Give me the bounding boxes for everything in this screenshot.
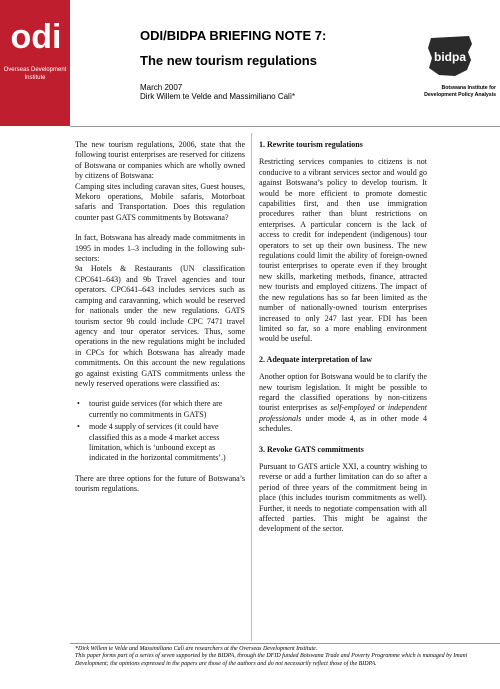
bidpa-logo [425,34,475,78]
intro-paragraph [75,140,245,223]
interpretation-paragraph [259,372,427,434]
footnote [75,646,495,668]
odi-brand-block [0,0,70,126]
footnote-authors: *Dirk Willem te Velde and Massimiliano Calì are researchers at the Overseas Development Institute. [75,646,318,652]
footnote-divider [70,643,500,644]
bidpa-logo-text: bidpa [434,50,466,64]
odi-caption-line2: Institute [24,75,46,81]
left-column [75,140,245,505]
odi-caption-line1: Overseas Development [3,67,67,73]
bullet-icon: • [77,422,80,432]
options-paragraph: There are three options for the future of Botswana’s tourism regulations. [75,473,245,494]
list-item [75,399,245,420]
section-heading-rewrite: 1. Rewrite tourism regulations [259,140,363,149]
publication-date: March 2007 [140,83,183,92]
page-title: ODI/BIDPA BRIEFING NOTE 7: [140,28,327,43]
odi-logo [8,10,64,60]
interpretation-text-b: or [374,403,388,413]
bidpa-caption-line1: Botswana Institute for [441,85,496,91]
page-subtitle: The new tourism regulations [140,53,317,68]
list-item-text: mode 4 supply of services (it could have classified this as a mode 4 market access limitation, which is ‘unbound except as indicated in the horizontal commitments’.) [89,422,226,463]
revoke-paragraph: Pursuant to GATS article XXI, a country wishing to reverse or add a further limitation can do so after a period of three years of the commitment being in place (this includes tourism commitments as well). Further, it needs to negotiate compensation with all affected parties. This might be against the development of the sector. [259,461,427,534]
commitments-text: In fact, Botswana has already made commitments in 1995 in modes 1–3 including in the following sub-sectors: [75,233,245,264]
intro-text: The new tourism regulations, 2006, state that the following tourist enterprises are reserved for citizens of Botswana or companies which are wholly owned by citizens of Botswana: [75,140,245,181]
independent-professionals-term: independent professionals [259,403,427,423]
interpretation-text-c: under mode 4, as in other mode 4 schedules. [259,413,427,434]
reserved-operations-text: Camping sites including caravan sites, Guest houses, Mekoro operations, Mobile safaris, Motorboat safaris and Transportation. Does this regulation counter past GATS commitments by Botswana? [75,181,245,222]
footnote-series: This paper forms part of a series of seven supported by the BIDPA, through the DFID funded Botswana Trade and Poverty Programme which is managed by Imani Development; the opinions expressed in the papers are those of the authors and do not necessarily reflect those of the BIDPA. [75,653,468,667]
section-heading-revoke: 3. Revoke GATS commitments [259,444,364,454]
rewrite-paragraph: Restricting services companies to citizens is not conducive to a vibrant services sector and would go against Botswana’s policy to develop tourism. It would be more efficient to promote domestic capabilities first, and then use immigration procedures rather than blunt restrictions on enterprises. A particular concern is the lack of access to credit for independent (indigenous) tour operators to set up their own business. The new regulations could limit the ability of foreign-owned tourist enterprises to operate even if they brought new skills, marketing methods, finance, attracted new tourists and employed citizens. The impact of the new regulations has so far been limited as the number of nationally-owned tourism enterprises increased to only 247 last year. FDI has been limited so far, so a more enabling environment would be useful. [259,157,427,344]
column-divider [251,133,252,641]
interpretation-text-a: Another option for Botswana would be to clarify the new tourism legislation. It might be possible to regard the classified operations by non-citizens tourist enterprises as [259,372,427,413]
self-employed-term: self-employed [330,403,375,413]
list-item-text: tourist guide services (for which there are currently no commitments in GATS) [89,399,223,419]
authors: Dirk Willem te Velde and Massimiliano Calì* [140,92,296,101]
bidpa-caption [388,85,496,98]
odi-caption [0,66,70,82]
section-heading-interpretation: 2. Adequate interpretation of law [259,354,372,364]
classification-list [75,399,245,463]
commitments-paragraph [75,233,245,389]
bidpa-caption-line2: Development Policy Analysis [424,91,496,98]
subsectors-text: 9a Hotels & Restaurants (UN classification CPC641–643) and 9b Travel agencies and tour operators. CPC641–643 includes services such as camping and caravanning, which would be reserved for nationals under the new regulations. GATS tourism sector 9b could include CPC 7471 travel agency and tour operator services. Thus, some operations in the new regulations might be included in CPCs for which Botswana has already made commitments. On this account the new regulations go against existing GATS commitments unless the newly reserved operations were classified as: [75,264,245,388]
odi-logo-text: odi [10,18,62,56]
bullet-icon: • [77,399,80,409]
right-column [259,140,427,545]
header-divider [70,126,500,127]
list-item [75,422,245,464]
